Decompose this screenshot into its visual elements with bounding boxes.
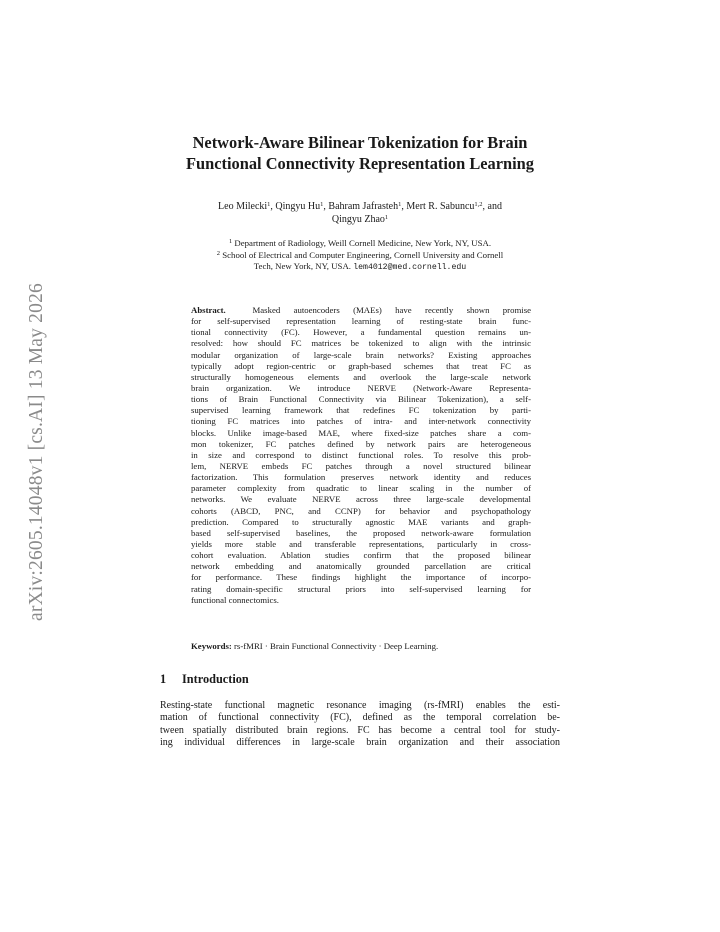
abstract-line: supervised learning framework that redefines FC tokenization by parti- [191,405,531,416]
abstract-line: cohorts (ABCD, PNC, and CCNP) for behavior and psychopathology [191,505,531,516]
abstract-line: lem, NERVE embeds FC patches through a novel structured bilinear [191,460,531,471]
abstract-line: network embedding and anatomically grounded parcellation are critical [191,561,531,572]
keywords-label: Keywords: [191,641,232,651]
section-heading [160,672,249,687]
abstract-line: resolved: how should FC matrices be tokenized to align with the intrinsic [191,338,531,349]
author-separator: , [401,201,407,212]
abstract-line: rating domain-specific structural priors into self-supervised learning for [191,583,531,594]
paper-title [140,132,580,174]
affiliation-number: 2 [216,249,221,257]
abstract-line: tional connectivity (FC). However, a fundamental question remains un- [191,327,531,338]
affiliation-text: Department of Radiology, Weill Cornell Medicine, New York, NY, USA. [234,238,492,248]
abstract-line: mon tokenizer, FC patches defined by network pairs are heterogeneous [191,438,531,449]
abstract-line: in size and correspond to distinct functional roles. To resolve this prob- [191,449,531,460]
body-line: mation of functional connectivity (FC), defined as the temporal correlation be- [160,712,560,724]
affiliation-number: 1 [228,238,233,245]
abstract-line: based self-supervised baselines, the proposed network-aware formulation [191,527,531,538]
abstract-line: for self-supervised representation learning of resting-state brain func- [191,316,531,327]
section-title: Introduction [182,672,249,686]
author-separator: , [323,201,329,212]
author-name: Qingyu Zhao [331,214,385,225]
abstract-line: brain organization. We introduce NERVE (Network-Aware Representa- [191,382,531,393]
author-affiliation-mark: 1,2 [474,201,483,208]
author-affiliation-mark: 1 [267,201,271,208]
title-line-2: Functional Connectivity Representation Learning [186,154,534,173]
body-line: ing individual differences in large-scale brain organization and their association [160,737,560,749]
body-line: Resting-state functional magnetic resonance imaging (rs-fMRI) enables the esti- [160,700,560,711]
author-name: Qingyu Hu [275,201,321,212]
author-affiliation-mark: 1 [398,201,402,208]
abstract-line: cohort evaluation. Ablation studies confirm that the proposed bilinear [191,550,531,561]
author-name: Bahram Jafrasteh [328,201,399,212]
keywords-text: rs-fMRI · Brain Functional Connectivity · Deep Learning. [234,641,439,651]
abstract-first-line: Masked autoencoders (MAEs) have recently shown promise [252,305,531,315]
abstract-label: Abstract. [191,305,226,315]
keywords [191,641,531,652]
abstract-line: tioning FC matrices into patches of intra- and inter-network connectivity [191,416,531,427]
abstract [191,305,531,606]
arxiv-identifier: arXiv:2605.14048v1 [cs.AI] 13 May 2026 [26,283,47,621]
abstract-line: prediction. Compared to structurally agnostic MAE variants and graph- [191,516,531,527]
section-number: 1 [160,672,167,686]
abstract-line: yields more stable and transferable representations, particularly in cross- [191,538,531,549]
affiliation-2-continued [150,261,570,274]
author-separator: , [270,201,276,212]
abstract-line: for performance. These findings highlight the importance of incorpo- [191,572,531,583]
abstract-line: typically adopt region-centric or graph-based schemes that treat FC as [191,360,531,371]
abstract-line: factorization. This formulation preserves network identity and reduces [191,472,531,483]
abstract-line: modular organization of large-scale brain networks? Existing approaches [191,349,531,360]
abstract-line: blocks. Unlike image-based MAE, where fixed-size patches share a com- [191,427,531,438]
title-line-1: Network-Aware Bilinear Tokenization for Brain [192,133,528,152]
abstract-line: networks. We evaluate NERVE across three large-scale developmental [191,494,531,505]
author-list [150,200,570,226]
author-name: Mert R. Sabuncu [406,201,475,212]
author-line-2 [150,213,570,226]
affiliation-2 [150,250,570,262]
author-affiliation-mark: 1 [320,201,324,208]
introduction-paragraph [160,700,560,749]
abstract-line: parameter complexity from quadratic to linear scaling in the number of [191,483,531,494]
author-affiliation-mark: 1 [384,214,389,221]
abstract-line [191,305,531,316]
arxiv-side-stamp [22,262,52,642]
abstract-line: structurally homogeneous elements and overlook the large-scale network [191,371,531,382]
affiliation-1 [150,238,570,250]
author-separator: , and [482,201,502,212]
author-name: Leo Milecki [218,201,268,212]
abstract-line: tions of Brain Functional Connectivity via Bilinear Tokenization), a self- [191,394,531,405]
affiliation-text: School of Electrical and Computer Engineering, Cornell University and Cornell [222,249,504,260]
author-line-1 [150,200,570,213]
abstract-line: functional connectomics. [191,594,279,605]
contact-email[interactable]: lem4012@med.cornell.edu [353,263,467,273]
affiliation-text: Tech, New York, NY, USA. [253,261,351,272]
body-line: tween spatially distributed brain regions. FC has become a central tool for study- [160,724,560,736]
affiliations [150,238,570,274]
